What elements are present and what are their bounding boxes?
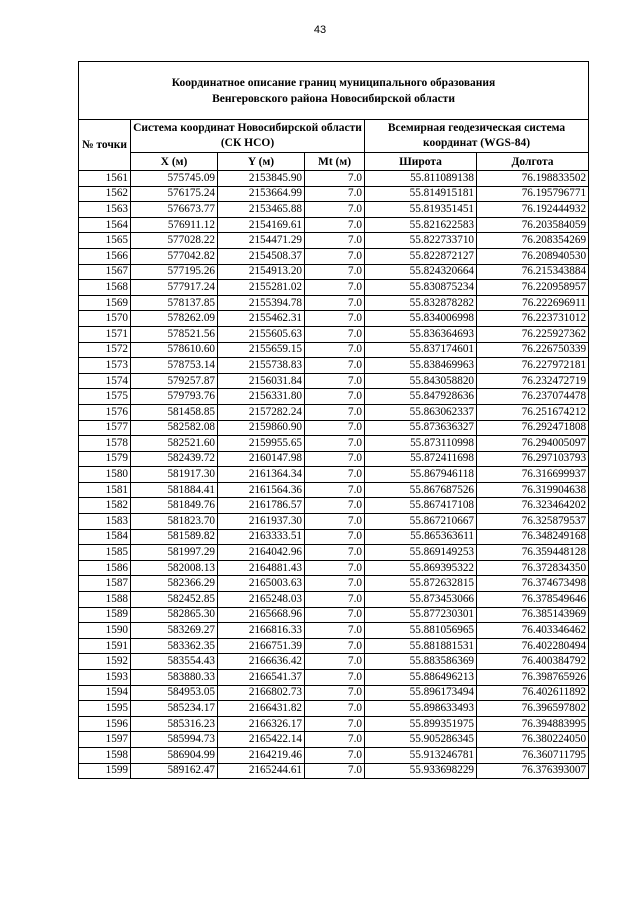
table-row xyxy=(79,295,589,311)
table-row xyxy=(79,716,589,732)
cell-point-number: 1590 xyxy=(79,623,131,639)
cell-y: 2166751.39 xyxy=(218,638,305,654)
cell-longitude: 76.220958957 xyxy=(477,280,589,296)
cell-latitude: 55.873110998 xyxy=(365,436,477,452)
cell-x: 581849.76 xyxy=(131,498,218,514)
cell-longitude: 76.400384792 xyxy=(477,654,589,670)
cell-latitude: 55.881881531 xyxy=(365,638,477,654)
table-row xyxy=(79,670,589,686)
table-row xyxy=(79,498,589,514)
cell-latitude: 55.814915181 xyxy=(365,186,477,202)
table-row xyxy=(79,342,589,358)
cell-latitude: 55.881056965 xyxy=(365,623,477,639)
cell-longitude: 76.396597802 xyxy=(477,701,589,717)
table-row xyxy=(79,202,589,218)
cell-latitude: 55.819351451 xyxy=(365,202,477,218)
cell-y: 2155394.78 xyxy=(218,295,305,311)
cell-y: 2166541.37 xyxy=(218,670,305,686)
table-row xyxy=(79,358,589,374)
cell-mt: 7.0 xyxy=(305,202,365,218)
cell-longitude: 76.323464202 xyxy=(477,498,589,514)
cell-latitude: 55.873453066 xyxy=(365,592,477,608)
cell-latitude: 55.877230301 xyxy=(365,607,477,623)
cell-longitude: 76.378549646 xyxy=(477,592,589,608)
cell-x: 582366.29 xyxy=(131,576,218,592)
cell-x: 579257.87 xyxy=(131,373,218,389)
cell-y: 2166802.73 xyxy=(218,685,305,701)
cell-latitude: 55.830875234 xyxy=(365,280,477,296)
cell-y: 2155659.15 xyxy=(218,342,305,358)
cell-point-number: 1588 xyxy=(79,592,131,608)
cell-longitude: 76.198833502 xyxy=(477,171,589,187)
cell-mt: 7.0 xyxy=(305,576,365,592)
cell-longitude: 76.225927362 xyxy=(477,326,589,342)
cell-x: 581997.29 xyxy=(131,545,218,561)
cell-point-number: 1582 xyxy=(79,498,131,514)
cell-latitude: 55.905286345 xyxy=(365,732,477,748)
cell-longitude: 76.226750339 xyxy=(477,342,589,358)
cell-latitude: 55.933698229 xyxy=(365,763,477,779)
cell-x: 581589.82 xyxy=(131,529,218,545)
cell-x: 582582.08 xyxy=(131,420,218,436)
cell-longitude: 76.376393007 xyxy=(477,763,589,779)
cell-mt: 7.0 xyxy=(305,326,365,342)
cell-y: 2165244.61 xyxy=(218,763,305,779)
cell-longitude: 76.360711795 xyxy=(477,747,589,763)
table-row xyxy=(79,186,589,202)
cell-x: 585994.73 xyxy=(131,732,218,748)
cell-latitude: 55.886496213 xyxy=(365,670,477,686)
cell-longitude: 76.227972181 xyxy=(477,358,589,374)
cell-mt: 7.0 xyxy=(305,482,365,498)
cell-x: 581458.85 xyxy=(131,404,218,420)
header-longitude: Долгота xyxy=(477,153,589,171)
table-row xyxy=(79,482,589,498)
cell-x: 577042.82 xyxy=(131,248,218,264)
cell-latitude: 55.869149253 xyxy=(365,545,477,561)
cell-mt: 7.0 xyxy=(305,763,365,779)
table-row xyxy=(79,248,589,264)
cell-point-number: 1587 xyxy=(79,576,131,592)
table-row xyxy=(79,607,589,623)
cell-x: 581823.70 xyxy=(131,514,218,530)
table-row xyxy=(79,747,589,763)
cell-x: 583362.35 xyxy=(131,638,218,654)
cell-x: 584953.05 xyxy=(131,685,218,701)
cell-mt: 7.0 xyxy=(305,404,365,420)
cell-mt: 7.0 xyxy=(305,529,365,545)
table-row xyxy=(79,373,589,389)
cell-mt: 7.0 xyxy=(305,467,365,483)
cell-y: 2155738.83 xyxy=(218,358,305,374)
table-row xyxy=(79,638,589,654)
cell-y: 2153664.99 xyxy=(218,186,305,202)
cell-point-number: 1581 xyxy=(79,482,131,498)
cell-mt: 7.0 xyxy=(305,638,365,654)
cell-latitude: 55.847928636 xyxy=(365,389,477,405)
cell-point-number: 1572 xyxy=(79,342,131,358)
cell-point-number: 1599 xyxy=(79,763,131,779)
cell-mt: 7.0 xyxy=(305,311,365,327)
cell-latitude: 55.867687526 xyxy=(365,482,477,498)
cell-longitude: 76.394883995 xyxy=(477,716,589,732)
table-row xyxy=(79,763,589,779)
cell-mt: 7.0 xyxy=(305,732,365,748)
cell-x: 576673.77 xyxy=(131,202,218,218)
page-number: 43 xyxy=(313,24,327,36)
cell-longitude: 76.223731012 xyxy=(477,311,589,327)
cell-y: 2165668.96 xyxy=(218,607,305,623)
cell-y: 2161364.34 xyxy=(218,467,305,483)
cell-x: 578137.85 xyxy=(131,295,218,311)
cell-longitude: 76.222696911 xyxy=(477,295,589,311)
cell-point-number: 1562 xyxy=(79,186,131,202)
cell-x: 582439.72 xyxy=(131,451,218,467)
cell-longitude: 76.192444932 xyxy=(477,202,589,218)
cell-longitude: 76.232472719 xyxy=(477,373,589,389)
table-row xyxy=(79,233,589,249)
cell-mt: 7.0 xyxy=(305,389,365,405)
cell-x: 578753.14 xyxy=(131,358,218,374)
cell-latitude: 55.837174601 xyxy=(365,342,477,358)
cell-latitude: 55.872411698 xyxy=(365,451,477,467)
cell-longitude: 76.297103793 xyxy=(477,451,589,467)
cell-y: 2155281.02 xyxy=(218,280,305,296)
cell-point-number: 1570 xyxy=(79,311,131,327)
cell-point-number: 1578 xyxy=(79,436,131,452)
cell-x: 576911.12 xyxy=(131,217,218,233)
cell-longitude: 76.385143969 xyxy=(477,607,589,623)
cell-latitude: 55.873636327 xyxy=(365,420,477,436)
cell-longitude: 76.380224050 xyxy=(477,732,589,748)
cell-longitude: 76.348249168 xyxy=(477,529,589,545)
cell-y: 2164881.43 xyxy=(218,560,305,576)
table-row xyxy=(79,404,589,420)
cell-latitude: 55.896173494 xyxy=(365,685,477,701)
cell-point-number: 1596 xyxy=(79,716,131,732)
cell-y: 2159860.90 xyxy=(218,420,305,436)
cell-point-number: 1584 xyxy=(79,529,131,545)
cell-y: 2154471.29 xyxy=(218,233,305,249)
cell-y: 2161786.57 xyxy=(218,498,305,514)
cell-latitude: 55.899351975 xyxy=(365,716,477,732)
cell-latitude: 55.898633493 xyxy=(365,701,477,717)
cell-longitude: 76.359448128 xyxy=(477,545,589,561)
cell-point-number: 1567 xyxy=(79,264,131,280)
cell-x: 575745.09 xyxy=(131,171,218,187)
cell-x: 583554.43 xyxy=(131,654,218,670)
cell-latitude: 55.869395322 xyxy=(365,560,477,576)
cell-point-number: 1566 xyxy=(79,248,131,264)
cell-y: 2161564.36 xyxy=(218,482,305,498)
table-title-line2: Венгеровского района Новосибирской области xyxy=(212,92,455,105)
cell-x: 576175.24 xyxy=(131,186,218,202)
header-wgs84-system: Всемирная геодезическая система координат (WGS-84) xyxy=(365,120,589,153)
cell-point-number: 1568 xyxy=(79,280,131,296)
cell-point-number: 1585 xyxy=(79,545,131,561)
table-row xyxy=(79,529,589,545)
table-row xyxy=(79,436,589,452)
table-row xyxy=(79,623,589,639)
table-row xyxy=(79,560,589,576)
cell-mt: 7.0 xyxy=(305,217,365,233)
cell-longitude: 76.215343884 xyxy=(477,264,589,280)
cell-point-number: 1594 xyxy=(79,685,131,701)
cell-longitude: 76.237074478 xyxy=(477,389,589,405)
cell-y: 2165003.63 xyxy=(218,576,305,592)
cell-longitude: 76.319904638 xyxy=(477,482,589,498)
cell-longitude: 76.203584059 xyxy=(477,217,589,233)
cell-point-number: 1586 xyxy=(79,560,131,576)
cell-y: 2161937.30 xyxy=(218,514,305,530)
table-title xyxy=(79,62,589,120)
cell-mt: 7.0 xyxy=(305,186,365,202)
cell-mt: 7.0 xyxy=(305,451,365,467)
cell-mt: 7.0 xyxy=(305,420,365,436)
cell-point-number: 1569 xyxy=(79,295,131,311)
header-latitude: Широта xyxy=(365,153,477,171)
cell-x: 585234.17 xyxy=(131,701,218,717)
cell-latitude: 55.867210667 xyxy=(365,514,477,530)
cell-point-number: 1597 xyxy=(79,732,131,748)
cell-y: 2154508.37 xyxy=(218,248,305,264)
cell-x: 582865.30 xyxy=(131,607,218,623)
cell-longitude: 76.402611892 xyxy=(477,685,589,701)
cell-point-number: 1579 xyxy=(79,451,131,467)
table-row xyxy=(79,545,589,561)
cell-longitude: 76.316699937 xyxy=(477,467,589,483)
cell-x: 578610.60 xyxy=(131,342,218,358)
header-y: Y (м) xyxy=(218,153,305,171)
table-row xyxy=(79,217,589,233)
cell-x: 589162.47 xyxy=(131,763,218,779)
cell-point-number: 1573 xyxy=(79,358,131,374)
cell-x: 585316.23 xyxy=(131,716,218,732)
cell-y: 2153465.88 xyxy=(218,202,305,218)
cell-y: 2165422.14 xyxy=(218,732,305,748)
cell-y: 2164219.46 xyxy=(218,747,305,763)
cell-y: 2153845.90 xyxy=(218,171,305,187)
cell-x: 582521.60 xyxy=(131,436,218,452)
table-row xyxy=(79,280,589,296)
cell-mt: 7.0 xyxy=(305,623,365,639)
header-mt: Mt (м) xyxy=(305,153,365,171)
cell-y: 2156331.80 xyxy=(218,389,305,405)
cell-mt: 7.0 xyxy=(305,701,365,717)
cell-y: 2155462.31 xyxy=(218,311,305,327)
cell-y: 2166431.82 xyxy=(218,701,305,717)
cell-latitude: 55.832878282 xyxy=(365,295,477,311)
cell-longitude: 76.208354269 xyxy=(477,233,589,249)
cell-longitude: 76.251674212 xyxy=(477,404,589,420)
cell-point-number: 1580 xyxy=(79,467,131,483)
cell-point-number: 1576 xyxy=(79,404,131,420)
cell-mt: 7.0 xyxy=(305,373,365,389)
cell-y: 2160147.98 xyxy=(218,451,305,467)
cell-latitude: 55.821622583 xyxy=(365,217,477,233)
cell-mt: 7.0 xyxy=(305,358,365,374)
table-title-line1: Координатное описание границ муниципального образования xyxy=(171,76,496,89)
table-row xyxy=(79,326,589,342)
header-nso-system: Система координат Новосибирской области (СК НСО) xyxy=(131,120,365,153)
cell-point-number: 1574 xyxy=(79,373,131,389)
table-row xyxy=(79,264,589,280)
cell-latitude: 55.865363611 xyxy=(365,529,477,545)
cell-point-number: 1598 xyxy=(79,747,131,763)
cell-longitude: 76.403346462 xyxy=(477,623,589,639)
cell-x: 583880.33 xyxy=(131,670,218,686)
cell-point-number: 1595 xyxy=(79,701,131,717)
cell-latitude: 55.843058820 xyxy=(365,373,477,389)
cell-x: 581917.30 xyxy=(131,467,218,483)
cell-y: 2166326.17 xyxy=(218,716,305,732)
cell-x: 577028.22 xyxy=(131,233,218,249)
cell-x: 579793.76 xyxy=(131,389,218,405)
cell-mt: 7.0 xyxy=(305,670,365,686)
cell-longitude: 76.402280494 xyxy=(477,638,589,654)
cell-latitude: 55.883586369 xyxy=(365,654,477,670)
cell-latitude: 55.872632815 xyxy=(365,576,477,592)
table-row xyxy=(79,171,589,187)
cell-latitude: 55.824320664 xyxy=(365,264,477,280)
cell-x: 586904.99 xyxy=(131,747,218,763)
cell-point-number: 1571 xyxy=(79,326,131,342)
cell-point-number: 1591 xyxy=(79,638,131,654)
cell-y: 2156031.84 xyxy=(218,373,305,389)
cell-y: 2155605.63 xyxy=(218,326,305,342)
cell-mt: 7.0 xyxy=(305,685,365,701)
cell-longitude: 76.195796771 xyxy=(477,186,589,202)
cell-latitude: 55.836364693 xyxy=(365,326,477,342)
cell-x: 582008.13 xyxy=(131,560,218,576)
cell-mt: 7.0 xyxy=(305,248,365,264)
table-row xyxy=(79,576,589,592)
cell-y: 2163333.51 xyxy=(218,529,305,545)
cell-latitude: 55.822872127 xyxy=(365,248,477,264)
cell-mt: 7.0 xyxy=(305,592,365,608)
cell-point-number: 1563 xyxy=(79,202,131,218)
table-row xyxy=(79,514,589,530)
cell-x: 578262.09 xyxy=(131,311,218,327)
table-row xyxy=(79,592,589,608)
cell-y: 2154913.20 xyxy=(218,264,305,280)
cell-x: 578521.56 xyxy=(131,326,218,342)
cell-x: 577195.26 xyxy=(131,264,218,280)
cell-mt: 7.0 xyxy=(305,280,365,296)
table-row xyxy=(79,467,589,483)
cell-mt: 7.0 xyxy=(305,716,365,732)
cell-latitude: 55.867417108 xyxy=(365,498,477,514)
table-row xyxy=(79,451,589,467)
cell-x: 583269.27 xyxy=(131,623,218,639)
cell-point-number: 1564 xyxy=(79,217,131,233)
cell-x: 581884.41 xyxy=(131,482,218,498)
header-point-number: № точки xyxy=(79,120,131,171)
table-row xyxy=(79,420,589,436)
cell-mt: 7.0 xyxy=(305,498,365,514)
table-row xyxy=(79,311,589,327)
cell-y: 2159955.65 xyxy=(218,436,305,452)
cell-y: 2157282.24 xyxy=(218,404,305,420)
cell-point-number: 1575 xyxy=(79,389,131,405)
cell-point-number: 1565 xyxy=(79,233,131,249)
cell-point-number: 1583 xyxy=(79,514,131,530)
cell-longitude: 76.208940530 xyxy=(477,248,589,264)
cell-point-number: 1589 xyxy=(79,607,131,623)
cell-mt: 7.0 xyxy=(305,342,365,358)
cell-x: 582452.85 xyxy=(131,592,218,608)
cell-point-number: 1593 xyxy=(79,670,131,686)
cell-longitude: 76.372834350 xyxy=(477,560,589,576)
cell-latitude: 55.867946118 xyxy=(365,467,477,483)
cell-y: 2166816.33 xyxy=(218,623,305,639)
cell-latitude: 55.834006998 xyxy=(365,311,477,327)
cell-y: 2165248.03 xyxy=(218,592,305,608)
cell-mt: 7.0 xyxy=(305,233,365,249)
cell-mt: 7.0 xyxy=(305,295,365,311)
cell-mt: 7.0 xyxy=(305,436,365,452)
cell-latitude: 55.913246781 xyxy=(365,747,477,763)
cell-mt: 7.0 xyxy=(305,654,365,670)
cell-point-number: 1592 xyxy=(79,654,131,670)
table-row xyxy=(79,685,589,701)
table-row xyxy=(79,654,589,670)
cell-longitude: 76.292471808 xyxy=(477,420,589,436)
cell-latitude: 55.863062337 xyxy=(365,404,477,420)
cell-y: 2154169.61 xyxy=(218,217,305,233)
cell-latitude: 55.811089138 xyxy=(365,171,477,187)
cell-mt: 7.0 xyxy=(305,171,365,187)
cell-longitude: 76.294005097 xyxy=(477,436,589,452)
cell-y: 2164042.96 xyxy=(218,545,305,561)
table-row xyxy=(79,701,589,717)
coordinates-table xyxy=(78,61,589,779)
cell-point-number: 1577 xyxy=(79,420,131,436)
table-row xyxy=(79,732,589,748)
cell-longitude: 76.374673498 xyxy=(477,576,589,592)
cell-mt: 7.0 xyxy=(305,747,365,763)
table-body xyxy=(79,171,589,779)
cell-y: 2166636.42 xyxy=(218,654,305,670)
cell-x: 577917.24 xyxy=(131,280,218,296)
cell-point-number: 1561 xyxy=(79,171,131,187)
cell-mt: 7.0 xyxy=(305,560,365,576)
header-x: X (м) xyxy=(131,153,218,171)
table-row xyxy=(79,389,589,405)
cell-latitude: 55.838469963 xyxy=(365,358,477,374)
cell-mt: 7.0 xyxy=(305,545,365,561)
cell-longitude: 76.398765926 xyxy=(477,670,589,686)
cell-mt: 7.0 xyxy=(305,607,365,623)
cell-latitude: 55.822733710 xyxy=(365,233,477,249)
cell-mt: 7.0 xyxy=(305,514,365,530)
cell-mt: 7.0 xyxy=(305,264,365,280)
cell-longitude: 76.325879537 xyxy=(477,514,589,530)
